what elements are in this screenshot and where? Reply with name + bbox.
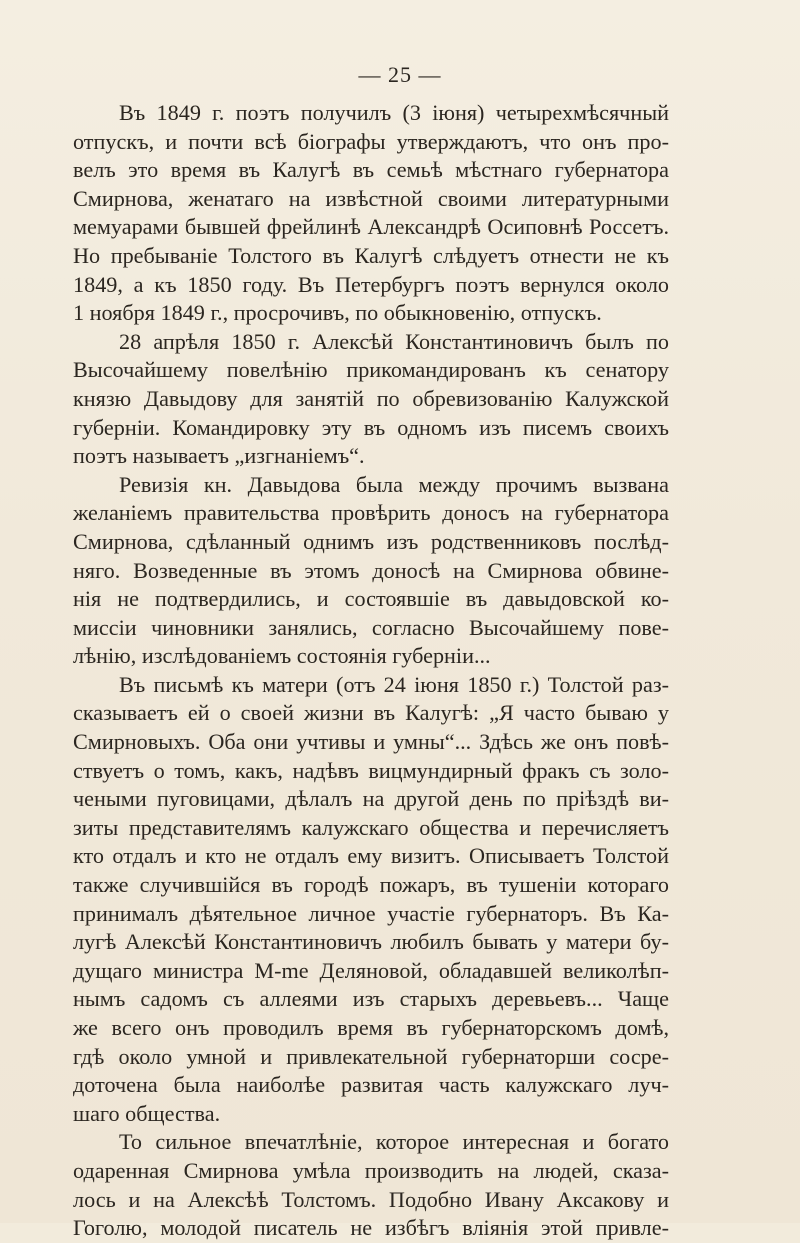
text-line: 1849, а къ 1850 году. Въ Петербургъ поэтъ вернулся около [73,271,669,297]
text-line: одаренная Смирнова умѣла производить на людей, сказа- [73,1157,669,1183]
text-line: Высочайшему повелѣнію прикомандированъ къ сенатору [73,357,669,383]
text-line: Въ письмѣ къ матери (отъ 24 іюня 1850 г.) Толстой раз- [119,671,669,697]
paragraph [73,471,669,671]
text-line: Смирновыхъ. Оба они учтивы и умны“... Здѣсь же онъ повѣ- [73,729,669,755]
text-line: лѣнію, изслѣдованіемъ состоянія губерніи... [73,643,491,669]
text-line: желаніемъ правительства провѣрить доносъ на губернатора [73,500,669,526]
text-line: велъ это время въ Калугѣ въ семьѣ мѣстнаго губернатора [73,157,669,183]
paragraph [73,671,669,1129]
paragraph [73,1128,669,1242]
text-line: мемуарами бывшей фрейлинѣ Александрѣ Осиповнѣ Россетъ. [73,214,669,240]
text-line: принималъ дѣятельное личное участіе губернаторъ. Въ Ка- [73,900,669,926]
text-line: Гоголю, молодой писатель не избѣгъ вліянія этой привле- [73,1215,669,1241]
text-line: нымъ садомъ съ аллеями изъ старыхъ деревьевъ... Чаще [73,986,669,1012]
text-line: отпускъ, и почти всѣ біографы утверждаютъ, что онъ про- [73,128,669,154]
text-line: лугѣ Алексѣй Константиновичъ любилъ бывать у матери бу- [73,929,669,955]
paragraph [73,328,669,471]
body-text [73,99,669,1243]
text-line: же всего онъ проводилъ время въ губернаторскомъ домѣ, [73,1015,669,1040]
text-line: 1 ноября 1849 г., просрочивъ, по обыкновенію, отпускъ. [73,300,602,326]
text-line: гдѣ около умной и привлекательной губернаторши сосре- [73,1043,669,1069]
text-line: няго. Возведенные въ этомъ доносѣ на Смирнова обвине- [73,557,669,583]
text-line: сказываетъ ей о своей жизни въ Калугѣ: „Я часто бываю у [73,700,669,726]
text-line: губерніи. Командировку эту въ одномъ изъ писемъ своихъ [73,414,669,440]
text-line: также случившійся въ городѣ пожаръ, въ тушеніи котораго [73,872,669,898]
text-line: 28 апрѣля 1850 г. Алексѣй Константиновичъ былъ по [119,328,669,354]
paragraph [73,99,669,328]
text-line: князю Давыдову для занятій по обревизованію Калужской [73,385,669,411]
text-line: лось и на Алексѣѣ Толстомъ. Подобно Ивану Аксакову и [73,1186,669,1212]
page-number: — 25 — [358,62,442,87]
text-line: доточена была наиболѣе развитая часть калужскаго луч- [73,1072,669,1098]
text-line: Въ 1849 г. поэтъ получилъ (3 іюня) четырехмѣсячный [119,100,669,125]
text-line: миссіи чиновники занялись, согласно Высочайшему пове- [73,614,669,640]
text-line: шаго общества. [73,1100,221,1126]
text-line: зиты представителямъ калужскаго общества и перечисляетъ [73,814,669,840]
text-line: поэтъ называетъ „изгнаніемъ“. [73,443,365,469]
text-line: нія не подтвердились, и состоявшіе въ давыдовской ко- [73,586,669,612]
text-line: чеными пуговицами, дѣлалъ на другой день по пріѣздѣ ви- [73,786,669,812]
text-line: ствуетъ о томъ, какъ, надѣвъ вицмундирный фракъ съ золо- [73,757,669,783]
text-line: Ревизія кн. Давыдова была между прочимъ вызвана [119,471,669,497]
text-line: кто отдалъ и кто не отдалъ ему визитъ. Описываетъ Толстой [73,843,669,869]
text-line: Но пребываніе Толстого въ Калугѣ слѣдуетъ отнести не къ [73,242,669,268]
text-line: То сильное впечатлѣніе, которое интересная и богато [119,1129,669,1155]
text-line: Смирнова, сдѣланный однимъ изъ родственниковъ послѣд- [73,528,669,554]
text-line: дущаго министра M-me Деляновой, обладавшей великолѣп- [73,957,669,983]
text-line: Смирнова, женатаго на извѣстной своими литературными [73,185,669,211]
